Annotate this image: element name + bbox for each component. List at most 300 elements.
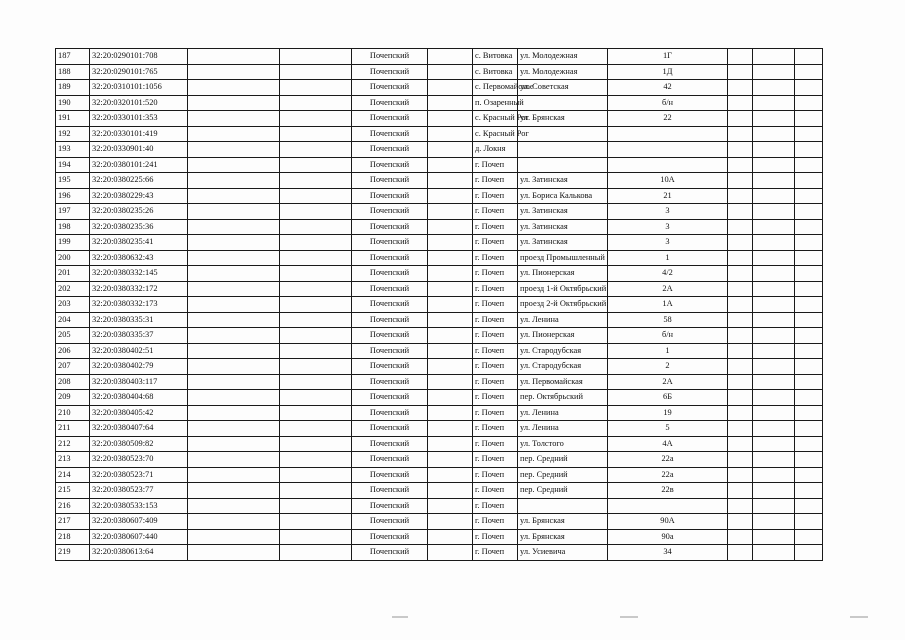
empty-cell	[795, 421, 823, 437]
empty-cell	[728, 436, 753, 452]
house-number-cell: 58	[608, 312, 728, 328]
empty-cell	[280, 126, 352, 142]
empty-cell	[753, 157, 795, 173]
empty-cell	[795, 467, 823, 483]
street-cell: ул. Толстого	[518, 436, 608, 452]
district-cell: Почепский	[352, 250, 428, 266]
row-number: 218	[56, 529, 90, 545]
empty-cell	[428, 281, 473, 297]
empty-cell	[753, 452, 795, 468]
scan-artifact	[620, 616, 638, 618]
empty-cell	[728, 95, 753, 111]
row-number: 200	[56, 250, 90, 266]
empty-cell	[280, 498, 352, 514]
table-row	[56, 126, 823, 142]
scan-artifact	[392, 616, 408, 618]
row-number: 192	[56, 126, 90, 142]
locality-cell: г. Почеп	[473, 359, 518, 375]
empty-cell	[188, 266, 280, 282]
cadastral-number: 32:20:0380332:173	[90, 297, 188, 313]
district-cell: Почепский	[352, 80, 428, 96]
locality-cell: г. Почеп	[473, 421, 518, 437]
street-cell: ул. Брянская	[518, 529, 608, 545]
empty-cell	[753, 250, 795, 266]
empty-cell	[428, 483, 473, 499]
empty-cell	[753, 514, 795, 530]
district-cell: Почепский	[352, 204, 428, 220]
district-cell: Почепский	[352, 374, 428, 390]
row-number: 191	[56, 111, 90, 127]
empty-cell	[428, 142, 473, 158]
district-cell: Почепский	[352, 64, 428, 80]
empty-cell	[428, 374, 473, 390]
locality-cell: г. Почеп	[473, 514, 518, 530]
empty-cell	[795, 173, 823, 189]
empty-cell	[280, 421, 352, 437]
empty-cell	[728, 529, 753, 545]
district-cell: Почепский	[352, 467, 428, 483]
house-number-cell: 22	[608, 111, 728, 127]
empty-cell	[753, 374, 795, 390]
empty-cell	[428, 235, 473, 251]
locality-cell: г. Почеп	[473, 235, 518, 251]
table-row	[56, 328, 823, 344]
house-number-cell: 3	[608, 235, 728, 251]
empty-cell	[728, 328, 753, 344]
cadastral-number: 32:20:0380235:26	[90, 204, 188, 220]
locality-cell: г. Почеп	[473, 529, 518, 545]
empty-cell	[753, 219, 795, 235]
empty-cell	[795, 80, 823, 96]
empty-cell	[188, 312, 280, 328]
empty-cell	[753, 545, 795, 561]
empty-cell	[795, 188, 823, 204]
empty-cell	[428, 157, 473, 173]
locality-cell: г. Почеп	[473, 328, 518, 344]
cadastral-number: 32:20:0380403:117	[90, 374, 188, 390]
cadastral-number: 32:20:0380405:42	[90, 405, 188, 421]
empty-cell	[188, 111, 280, 127]
table-row	[56, 297, 823, 313]
house-number-cell: 22а	[608, 452, 728, 468]
row-number: 215	[56, 483, 90, 499]
registry-body	[56, 49, 823, 561]
empty-cell	[728, 297, 753, 313]
empty-cell	[795, 374, 823, 390]
table-row	[56, 390, 823, 406]
row-number: 211	[56, 421, 90, 437]
street-cell: ул. Ленина	[518, 405, 608, 421]
empty-cell	[280, 483, 352, 499]
empty-cell	[795, 390, 823, 406]
house-number-cell: 21	[608, 188, 728, 204]
empty-cell	[753, 483, 795, 499]
row-number: 216	[56, 498, 90, 514]
house-number-cell	[608, 126, 728, 142]
empty-cell	[280, 452, 352, 468]
empty-cell	[795, 250, 823, 266]
house-number-cell: 4А	[608, 436, 728, 452]
locality-cell: г. Почеп	[473, 250, 518, 266]
table-row	[56, 204, 823, 220]
empty-cell	[188, 467, 280, 483]
empty-cell	[280, 173, 352, 189]
house-number-cell: 2А	[608, 374, 728, 390]
empty-cell	[188, 498, 280, 514]
cadastral-number: 32:20:0380613:64	[90, 545, 188, 561]
row-number: 193	[56, 142, 90, 158]
cadastral-number: 32:20:0380402:51	[90, 343, 188, 359]
street-cell: ул. Пионерская	[518, 328, 608, 344]
district-cell: Почепский	[352, 421, 428, 437]
empty-cell	[795, 64, 823, 80]
locality-cell: г. Почеп	[473, 297, 518, 313]
street-cell: ул. Пионерская	[518, 266, 608, 282]
empty-cell	[795, 219, 823, 235]
cadastral-number: 32:20:0380523:77	[90, 483, 188, 499]
empty-cell	[728, 111, 753, 127]
table-row	[56, 250, 823, 266]
empty-cell	[188, 514, 280, 530]
row-number: 210	[56, 405, 90, 421]
table-row	[56, 95, 823, 111]
empty-cell	[795, 498, 823, 514]
row-number: 206	[56, 343, 90, 359]
empty-cell	[795, 328, 823, 344]
empty-cell	[795, 343, 823, 359]
cadastral-number: 32:20:0380407:64	[90, 421, 188, 437]
locality-cell: г. Почеп	[473, 545, 518, 561]
empty-cell	[728, 467, 753, 483]
house-number-cell: 22в	[608, 483, 728, 499]
empty-cell	[280, 49, 352, 65]
street-cell: ул. Молодежная	[518, 64, 608, 80]
empty-cell	[753, 111, 795, 127]
cadastral-number: 32:20:0330101:353	[90, 111, 188, 127]
cadastral-number: 32:20:0380607:440	[90, 529, 188, 545]
house-number-cell: б/н	[608, 328, 728, 344]
house-number-cell: 4/2	[608, 266, 728, 282]
empty-cell	[428, 343, 473, 359]
locality-cell: г. Почеп	[473, 452, 518, 468]
empty-cell	[280, 328, 352, 344]
district-cell: Почепский	[352, 126, 428, 142]
empty-cell	[728, 250, 753, 266]
street-cell: ул. Молодежная	[518, 49, 608, 65]
empty-cell	[753, 49, 795, 65]
street-cell: ул. Затинская	[518, 219, 608, 235]
locality-cell: с. Красный Рог	[473, 126, 518, 142]
row-number: 204	[56, 312, 90, 328]
table-row	[56, 111, 823, 127]
street-cell: пер. Средний	[518, 452, 608, 468]
empty-cell	[728, 483, 753, 499]
row-number: 190	[56, 95, 90, 111]
table-row	[56, 281, 823, 297]
row-number: 201	[56, 266, 90, 282]
street-cell	[518, 157, 608, 173]
empty-cell	[188, 374, 280, 390]
row-number: 219	[56, 545, 90, 561]
street-cell: ул. Ленина	[518, 421, 608, 437]
empty-cell	[280, 343, 352, 359]
empty-cell	[795, 359, 823, 375]
street-cell: проезд 2-й Октябрьский	[518, 297, 608, 313]
district-cell: Почепский	[352, 173, 428, 189]
row-number: 207	[56, 359, 90, 375]
empty-cell	[753, 328, 795, 344]
empty-cell	[728, 219, 753, 235]
empty-cell	[428, 514, 473, 530]
locality-cell: д. Локня	[473, 142, 518, 158]
empty-cell	[753, 405, 795, 421]
district-cell: Почепский	[352, 49, 428, 65]
district-cell: Почепский	[352, 436, 428, 452]
table-row	[56, 359, 823, 375]
district-cell: Почепский	[352, 142, 428, 158]
empty-cell	[428, 111, 473, 127]
table-row	[56, 483, 823, 499]
street-cell: ул. Стародубская	[518, 343, 608, 359]
district-cell: Почепский	[352, 188, 428, 204]
row-number: 217	[56, 514, 90, 530]
locality-cell: с. Первомайское	[473, 80, 518, 96]
empty-cell	[728, 142, 753, 158]
house-number-cell: 10А	[608, 173, 728, 189]
empty-cell	[280, 95, 352, 111]
cadastral-number: 32:20:0380404:68	[90, 390, 188, 406]
empty-cell	[753, 390, 795, 406]
street-cell: ул. Советская	[518, 80, 608, 96]
table-row	[56, 157, 823, 173]
empty-cell	[428, 405, 473, 421]
house-number-cell: 19	[608, 405, 728, 421]
street-cell: пер. Средний	[518, 483, 608, 499]
empty-cell	[795, 452, 823, 468]
house-number-cell	[608, 157, 728, 173]
street-cell: пер. Октябрьский	[518, 390, 608, 406]
empty-cell	[188, 204, 280, 220]
empty-cell	[753, 142, 795, 158]
empty-cell	[795, 405, 823, 421]
empty-cell	[753, 188, 795, 204]
row-number: 188	[56, 64, 90, 80]
empty-cell	[728, 80, 753, 96]
empty-cell	[280, 390, 352, 406]
empty-cell	[795, 436, 823, 452]
house-number-cell: 5	[608, 421, 728, 437]
empty-cell	[188, 95, 280, 111]
empty-cell	[428, 421, 473, 437]
empty-cell	[753, 173, 795, 189]
house-number-cell: 3	[608, 219, 728, 235]
district-cell: Почепский	[352, 219, 428, 235]
cadastral-number: 32:20:0380402:79	[90, 359, 188, 375]
street-cell: ул. Затинская	[518, 173, 608, 189]
district-cell: Почепский	[352, 343, 428, 359]
locality-cell: г. Почеп	[473, 281, 518, 297]
empty-cell	[428, 452, 473, 468]
empty-cell	[188, 235, 280, 251]
house-number-cell: 6Б	[608, 390, 728, 406]
empty-cell	[753, 126, 795, 142]
empty-cell	[728, 374, 753, 390]
cadastral-number: 32:20:0380101:241	[90, 157, 188, 173]
empty-cell	[753, 95, 795, 111]
locality-cell: г. Почеп	[473, 173, 518, 189]
house-number-cell: 1А	[608, 297, 728, 313]
empty-cell	[795, 297, 823, 313]
empty-cell	[188, 421, 280, 437]
empty-cell	[188, 80, 280, 96]
house-number-cell	[608, 498, 728, 514]
empty-cell	[753, 421, 795, 437]
district-cell: Почепский	[352, 452, 428, 468]
cadastral-number: 32:20:0310101:1056	[90, 80, 188, 96]
empty-cell	[428, 312, 473, 328]
empty-cell	[728, 514, 753, 530]
district-cell: Почепский	[352, 235, 428, 251]
street-cell	[518, 142, 608, 158]
empty-cell	[795, 235, 823, 251]
empty-cell	[428, 126, 473, 142]
empty-cell	[280, 219, 352, 235]
empty-cell	[795, 483, 823, 499]
cadastral-number: 32:20:0380632:43	[90, 250, 188, 266]
empty-cell	[428, 297, 473, 313]
empty-cell	[753, 235, 795, 251]
house-number-cell	[608, 142, 728, 158]
empty-cell	[753, 467, 795, 483]
empty-cell	[795, 95, 823, 111]
empty-cell	[795, 49, 823, 65]
scan-artifact	[850, 616, 868, 618]
cadastral-number: 32:20:0330901:40	[90, 142, 188, 158]
empty-cell	[188, 188, 280, 204]
district-cell: Почепский	[352, 545, 428, 561]
empty-cell	[280, 204, 352, 220]
street-cell: ул. Бориса Калькова	[518, 188, 608, 204]
district-cell: Почепский	[352, 297, 428, 313]
street-cell: ул. Ленина	[518, 312, 608, 328]
cadastral-number: 32:20:0380229:43	[90, 188, 188, 204]
empty-cell	[728, 452, 753, 468]
empty-cell	[428, 328, 473, 344]
cadastral-number: 32:20:0380335:31	[90, 312, 188, 328]
table-row	[56, 421, 823, 437]
empty-cell	[428, 498, 473, 514]
empty-cell	[188, 142, 280, 158]
empty-cell	[188, 173, 280, 189]
empty-cell	[728, 359, 753, 375]
street-cell: ул. Стародубская	[518, 359, 608, 375]
district-cell: Почепский	[352, 498, 428, 514]
row-number: 189	[56, 80, 90, 96]
empty-cell	[753, 64, 795, 80]
empty-cell	[753, 312, 795, 328]
empty-cell	[428, 545, 473, 561]
empty-cell	[753, 343, 795, 359]
empty-cell	[728, 173, 753, 189]
empty-cell	[428, 467, 473, 483]
empty-cell	[728, 421, 753, 437]
table-row	[56, 80, 823, 96]
empty-cell	[188, 529, 280, 545]
district-cell: Почепский	[352, 95, 428, 111]
empty-cell	[795, 529, 823, 545]
empty-cell	[795, 312, 823, 328]
district-cell: Почепский	[352, 281, 428, 297]
street-cell	[518, 95, 608, 111]
empty-cell	[280, 111, 352, 127]
empty-cell	[280, 281, 352, 297]
empty-cell	[728, 235, 753, 251]
empty-cell	[188, 405, 280, 421]
empty-cell	[188, 390, 280, 406]
cadastral-number: 32:20:0380533:153	[90, 498, 188, 514]
table-row	[56, 142, 823, 158]
house-number-cell: б/н	[608, 95, 728, 111]
district-cell: Почепский	[352, 111, 428, 127]
table-row	[56, 64, 823, 80]
empty-cell	[753, 266, 795, 282]
row-number: 187	[56, 49, 90, 65]
empty-cell	[188, 452, 280, 468]
table-row	[56, 467, 823, 483]
district-cell: Почепский	[352, 266, 428, 282]
street-cell: ул. Затинская	[518, 235, 608, 251]
empty-cell	[795, 514, 823, 530]
empty-cell	[753, 498, 795, 514]
row-number: 205	[56, 328, 90, 344]
empty-cell	[428, 204, 473, 220]
locality-cell: с. Красный Рог	[473, 111, 518, 127]
empty-cell	[795, 126, 823, 142]
table-row	[56, 49, 823, 65]
locality-cell: г. Почеп	[473, 498, 518, 514]
empty-cell	[753, 359, 795, 375]
empty-cell	[280, 514, 352, 530]
table-row	[56, 188, 823, 204]
row-number: 209	[56, 390, 90, 406]
empty-cell	[428, 188, 473, 204]
empty-cell	[188, 545, 280, 561]
empty-cell	[428, 266, 473, 282]
empty-cell	[280, 80, 352, 96]
street-cell: ул. Усиевича	[518, 545, 608, 561]
empty-cell	[728, 157, 753, 173]
empty-cell	[188, 297, 280, 313]
row-number: 194	[56, 157, 90, 173]
empty-cell	[795, 204, 823, 220]
locality-cell: г. Почеп	[473, 219, 518, 235]
empty-cell	[280, 188, 352, 204]
district-cell: Почепский	[352, 157, 428, 173]
empty-cell	[280, 297, 352, 313]
table-row	[56, 266, 823, 282]
cadastral-number: 32:20:0380523:70	[90, 452, 188, 468]
empty-cell	[728, 204, 753, 220]
street-cell: ул. Первомайская	[518, 374, 608, 390]
row-number: 198	[56, 219, 90, 235]
row-number: 195	[56, 173, 90, 189]
house-number-cell: 1	[608, 250, 728, 266]
house-number-cell: 34	[608, 545, 728, 561]
street-cell	[518, 498, 608, 514]
empty-cell	[728, 64, 753, 80]
empty-cell	[795, 266, 823, 282]
cadastral-number: 32:20:0380235:36	[90, 219, 188, 235]
